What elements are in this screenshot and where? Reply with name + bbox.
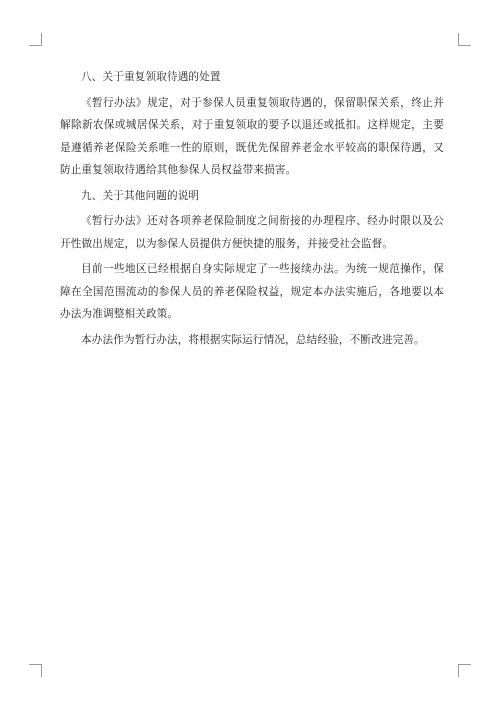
crop-mark-bottom-right	[458, 664, 471, 677]
section-nine	[60, 185, 444, 352]
section-paragraph: 本办法作为暂行办法，将根据实际运行情况，总结经验，不断改进完善。	[81, 333, 425, 346]
section-heading: 八、关于重复领取待遇的处置	[81, 71, 221, 83]
crop-mark-top-left	[29, 33, 42, 46]
document-body	[60, 66, 444, 354]
crop-mark-top-right	[458, 33, 471, 46]
crop-mark-bottom-left	[29, 664, 42, 677]
section-paragraph: 《暂行办法》还对各项养老保险制度之间衔接的办理程序、经办时限以及公开性做出规定，以为参保人员提供方便快捷的服务，并接受社会监督。	[60, 215, 444, 250]
section-eight	[60, 66, 444, 182]
section-paragraph: 目前一些地区已经根据自身实际规定了一些接续办法。为统一规范操作，保障在全国范围流动的参保人员的养老保险权益，规定本办法实施后，各地要以本办法为准调整相关政策。	[60, 263, 444, 320]
section-heading: 九、关于其他问题的说明	[81, 189, 200, 202]
section-paragraph: 《暂行办法》规定，对于参保人员重复领取待遇的，保留职保关系，终止并解除新农保或城居保关系，对于重复领取的要予以退还或抵扣。这样规定，主要是遵循养老保险关系唯一性的原则，既优先保留养老金水平较高的职保待遇，又防止重复领取待遇给其他参保人员权益带来损害。	[60, 96, 444, 176]
